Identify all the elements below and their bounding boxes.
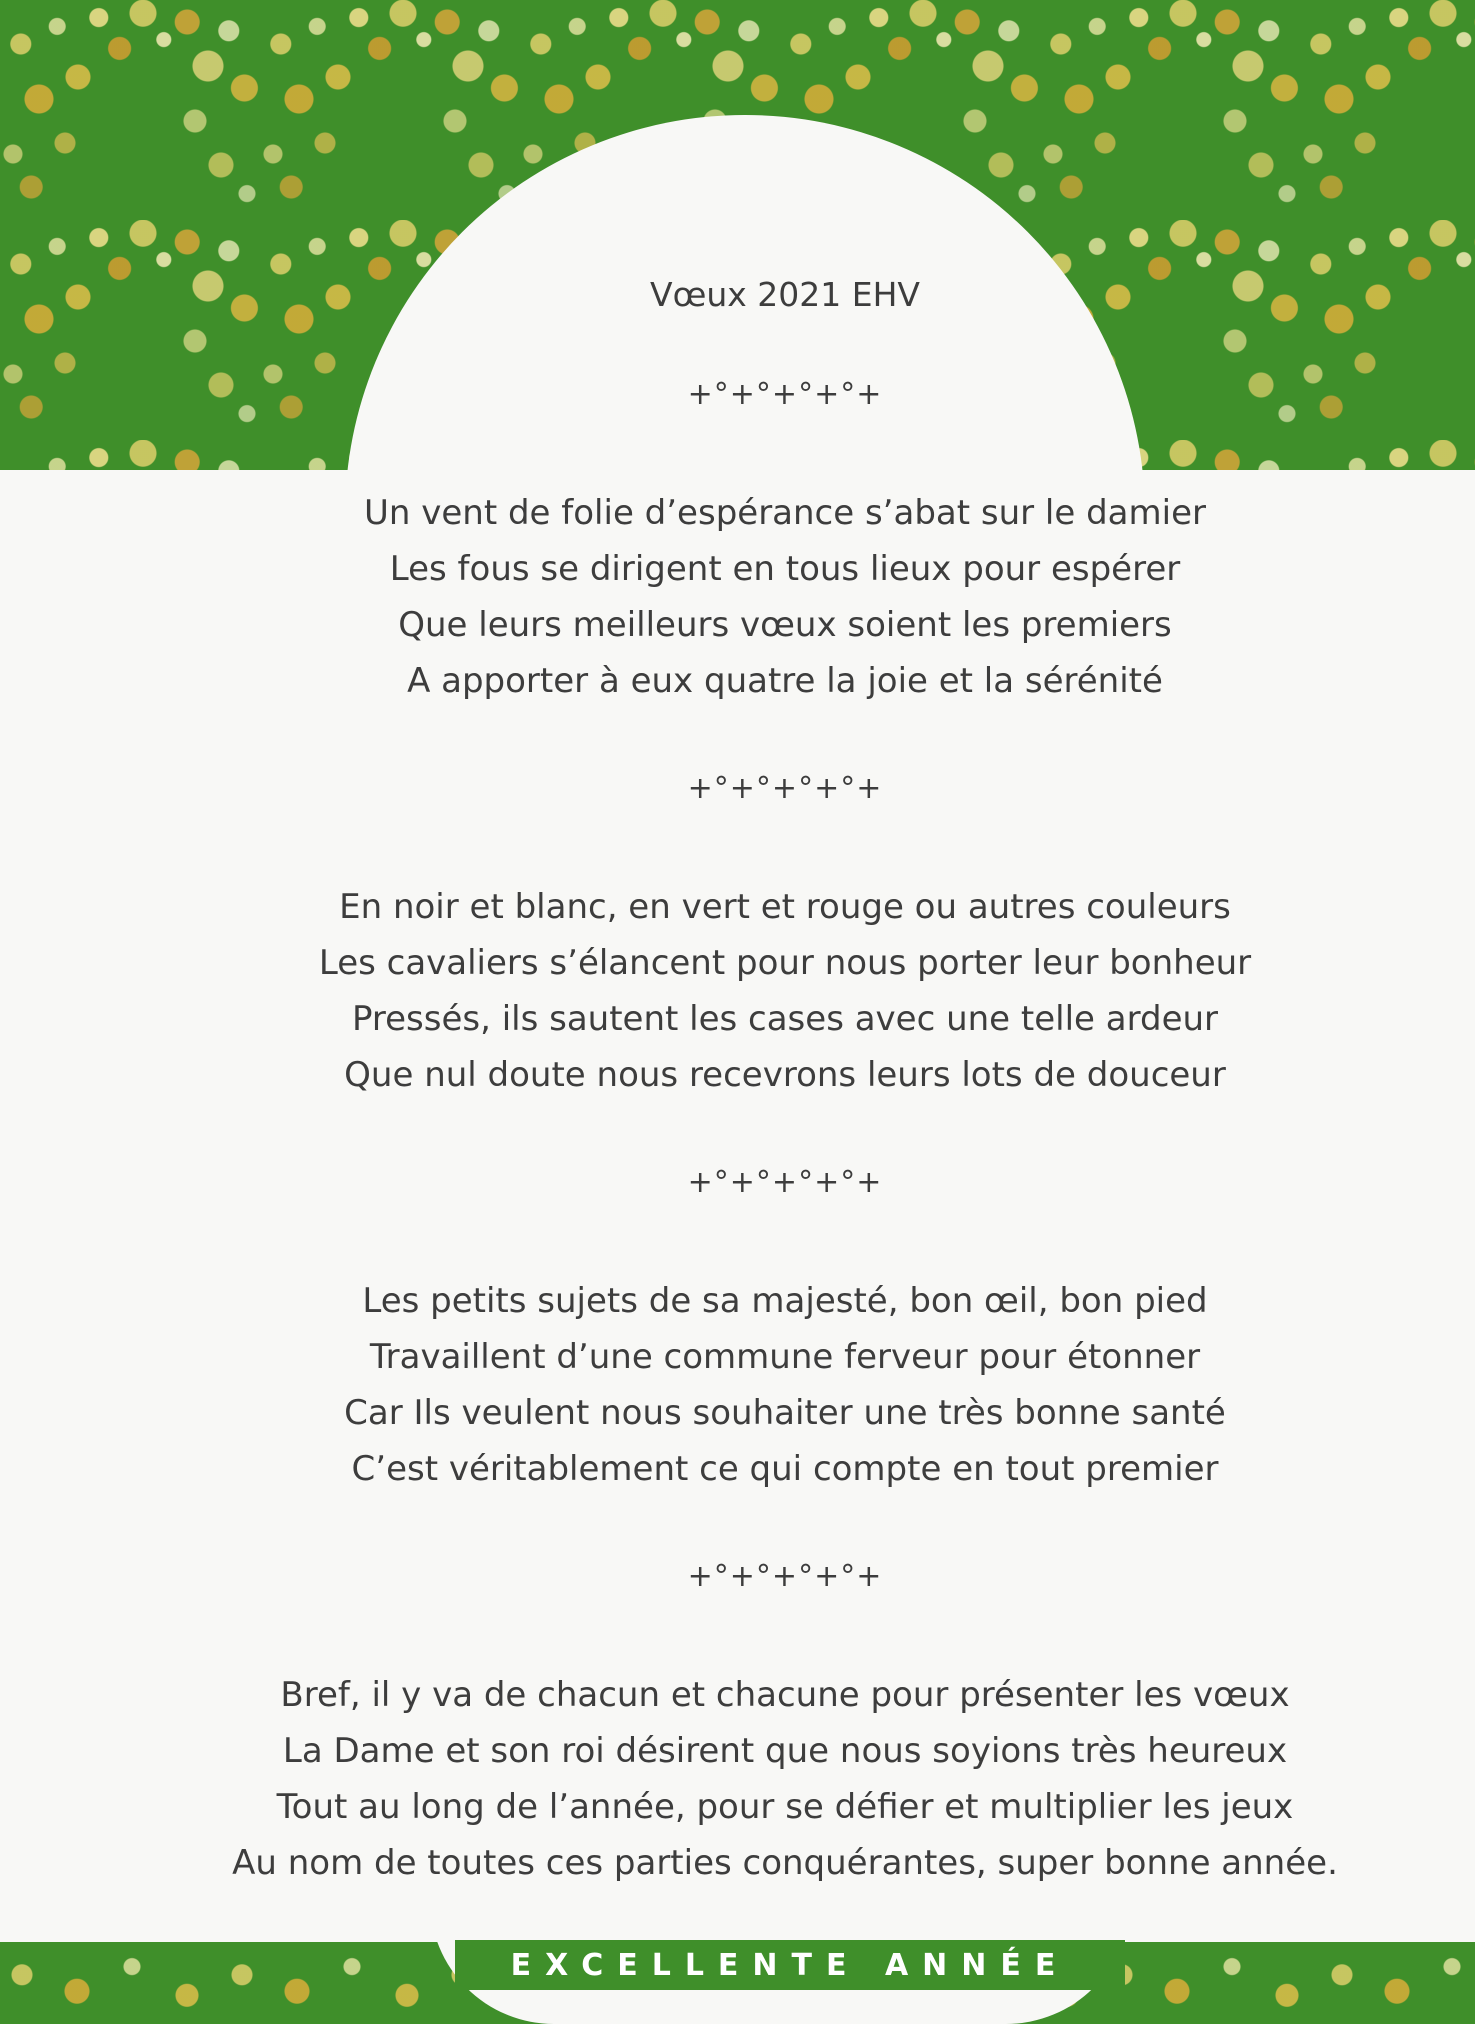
verse-line: Au nom de toutes ces parties conquérantes, super bonne année. <box>232 1843 1338 1883</box>
separator: +°+°+°+°+ <box>687 771 883 806</box>
separator: +°+°+°+°+ <box>687 377 883 412</box>
poem-title: Vœux 2021 EHV <box>650 275 920 314</box>
verse-line: A apporter à eux quatre la joie et la sérénité <box>407 661 1163 701</box>
verse-line: C’est véritablement ce qui compte en tout premier <box>351 1449 1219 1489</box>
stanza-1 <box>150 485 1420 709</box>
verse-line: Car Ils veulent nous souhaiter une très bonne santé <box>344 1393 1226 1433</box>
greeting-banner <box>455 1940 1125 1990</box>
separator: +°+°+°+°+ <box>687 1165 883 1200</box>
separator: +°+°+°+°+ <box>687 1559 883 1594</box>
stanza-3 <box>150 1273 1420 1497</box>
stanza-2 <box>150 879 1420 1103</box>
verse-line: Travaillent d’une commune ferveur pour étonner <box>369 1337 1201 1377</box>
banner-text: EXCELLENTE ANNÉE <box>510 1947 1070 1983</box>
verse-line: Les cavaliers s’élancent pour nous porter leur bonheur <box>318 943 1252 983</box>
verse-line: La Dame et son roi désirent que nous soyions très heureux <box>282 1731 1288 1771</box>
verse-line: Les fous se dirigent en tous lieux pour espérer <box>389 549 1181 589</box>
verse-line: Tout au long de l’année, pour se défier et multiplier les jeux <box>276 1787 1294 1827</box>
verse-line: En noir et blanc, en vert et rouge ou autres couleurs <box>339 887 1231 927</box>
verse-line: Que leurs meilleurs vœux soient les premiers <box>398 605 1172 645</box>
stanza-4 <box>150 1667 1420 1891</box>
verse-line: Un vent de folie d’espérance s’abat sur le damier <box>364 493 1206 533</box>
verse-line: Bref, il y va de chacun et chacune pour présenter les vœux <box>280 1675 1290 1715</box>
verse-line: Les petits sujets de sa majesté, bon œil, bon pied <box>362 1281 1208 1321</box>
poem <box>150 265 1420 1891</box>
verse-line: Pressés, ils sautent les cases avec une telle ardeur <box>351 999 1219 1039</box>
verse-line: Que nul doute nous recevrons leurs lots de douceur <box>344 1055 1226 1095</box>
